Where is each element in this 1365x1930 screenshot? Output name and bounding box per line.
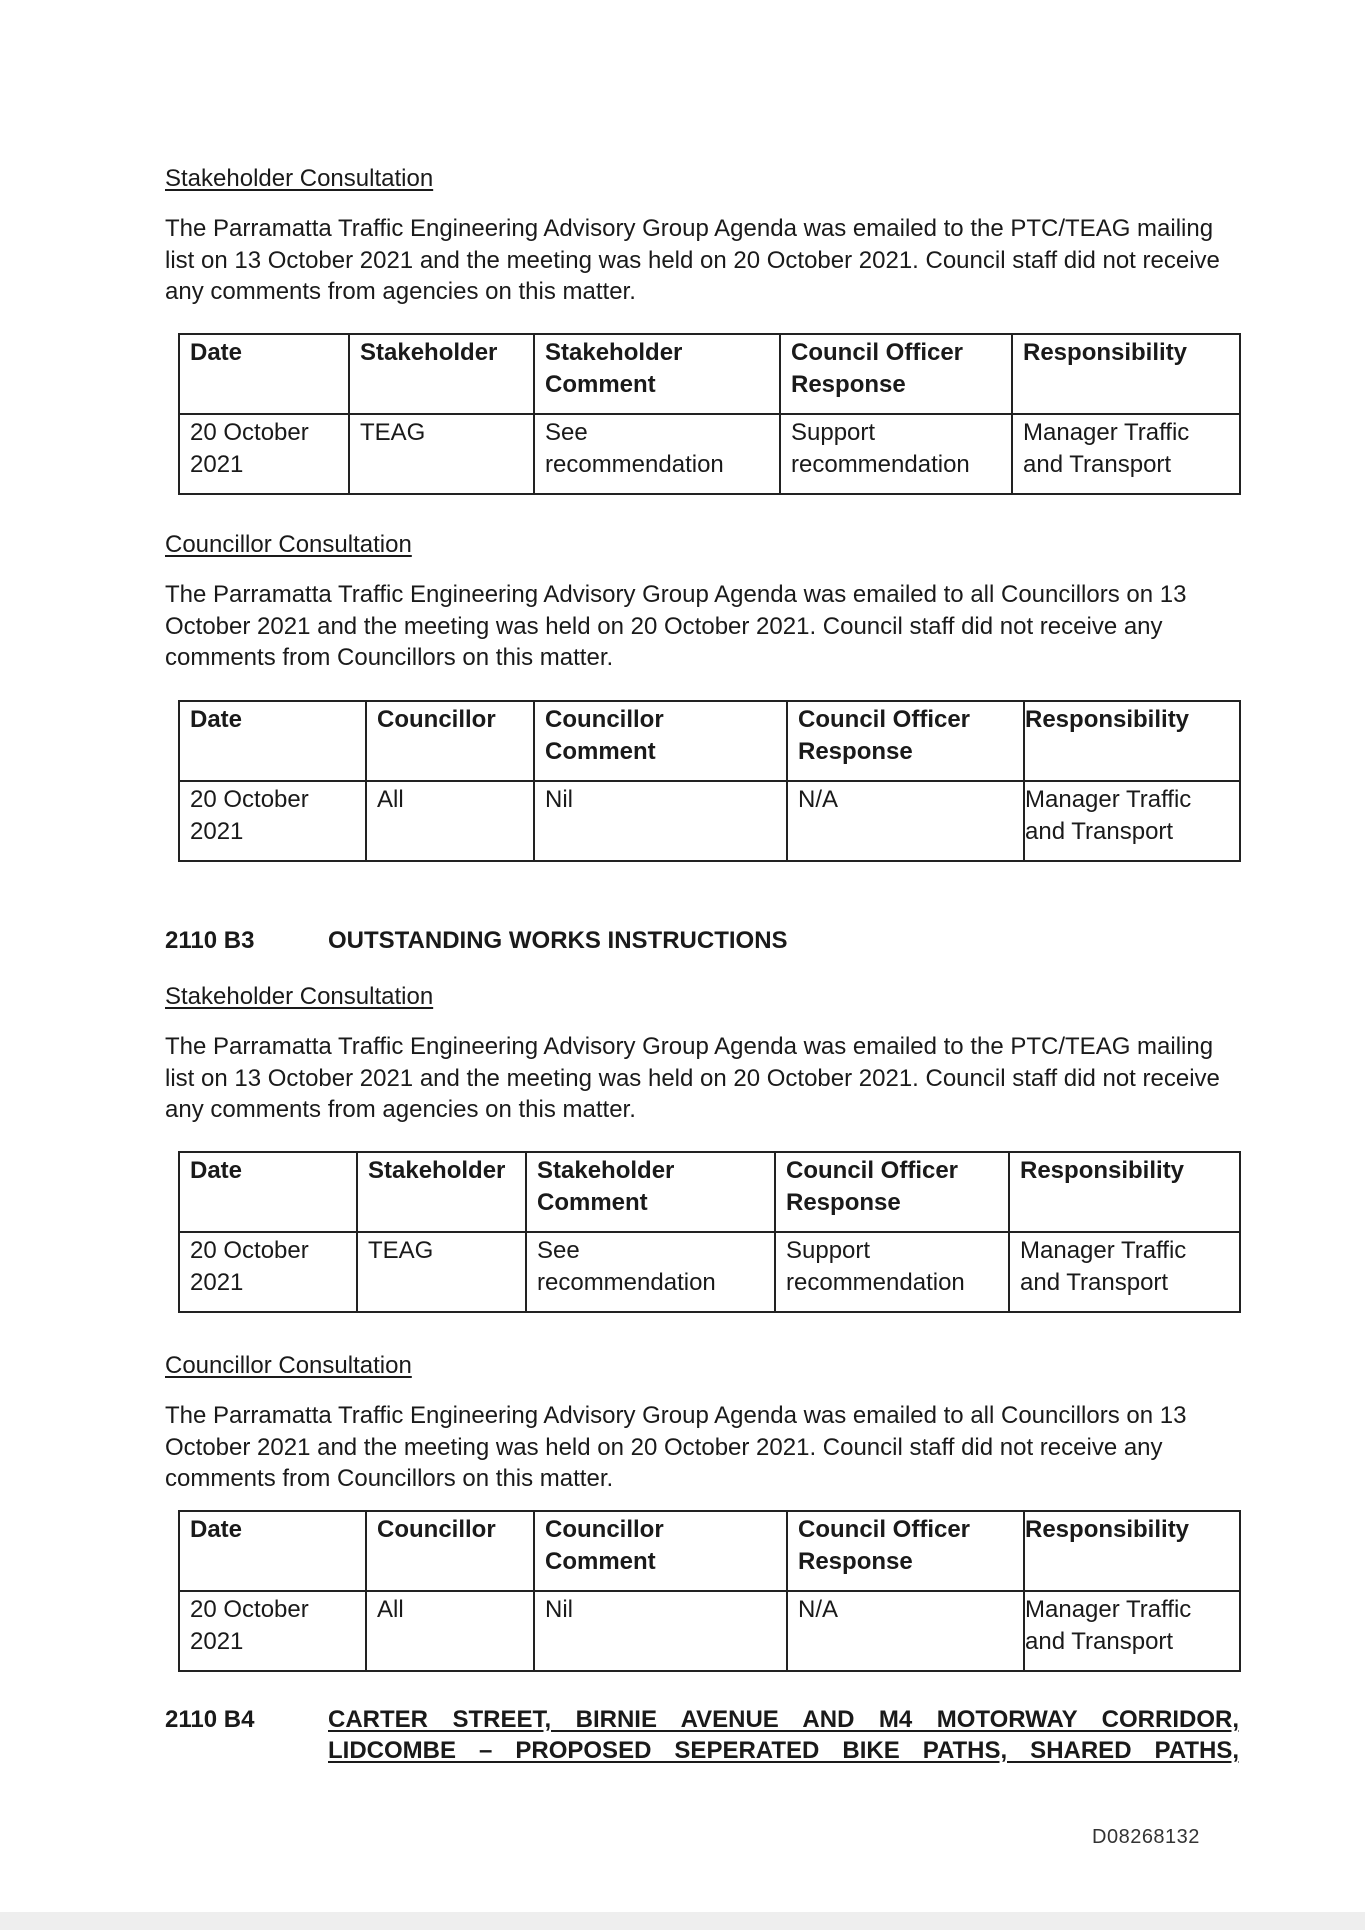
header-responsibility: Responsibility [1024,1511,1240,1591]
header-date: Date [179,334,349,414]
councillor-consultation-heading: Councillor Consultation [165,1352,412,1379]
cell-responsibility: Manager Traffic and Transport [1012,414,1240,494]
cell-response: Support recommendation [780,414,1012,494]
cell-councillor: All [366,781,534,861]
table-header-row [179,701,1240,781]
header-responsibility: Responsibility [1009,1152,1240,1232]
cell-response: N/A [787,781,1024,861]
header-date: Date [179,1511,366,1591]
header-stakeholder-comment: Stakeholder Comment [526,1152,775,1232]
item-title-b3: OUTSTANDING WORKS INSTRUCTIONS [328,927,788,954]
cell-response: N/A [787,1591,1024,1671]
header-councillor-comment: Councillor Comment [534,1511,787,1591]
councillor-table [178,1510,1241,1672]
item-number-b4: 2110 B4 [165,1706,255,1733]
cell-comment: See recommendation [526,1232,775,1312]
header-stakeholder: Stakeholder [357,1152,526,1232]
councillor-table [178,700,1241,862]
cell-responsibility: Manager Traffic and Transport [1024,1591,1240,1671]
stakeholder-consultation-heading: Stakeholder Consultation [165,165,434,192]
header-councillor: Councillor [366,701,534,781]
cell-date: 20 October 2021 [179,414,349,494]
header-council-officer-response: Council Officer Response [787,701,1024,781]
table-row [179,1591,1240,1671]
stakeholder-table [178,333,1241,495]
table-header-row [179,334,1240,414]
cell-councillor: All [366,1591,534,1671]
stakeholder-table [178,1151,1241,1313]
header-date: Date [179,701,366,781]
table-header-row [179,1511,1240,1591]
cell-comment: Nil [534,1591,787,1671]
header-stakeholder-comment: Stakeholder Comment [534,334,780,414]
stakeholder-consultation-paragraph: The Parramatta Traffic Engineering Advisory Group Agenda was emailed to the PTC/TEAG mailing list on 13 October 2021 and the meeting was held on 20 October 2021. Council staff did not receive any comments from agencies on this matter. [165,215,1220,305]
item-title-b4: CARTER STREET, BIRNIE AVENUE AND M4 MOTORWAY CORRIDOR, LIDCOMBE – PROPOSED SEPERATED BIKE PATHS, SHARED PATHS, [328,1706,1239,1764]
header-stakeholder: Stakeholder [349,334,534,414]
councillor-consultation-paragraph: The Parramatta Traffic Engineering Advisory Group Agenda was emailed to all Councillors on 13 October 2021 and the meeting was held on 20 October 2021. Council staff did not receive any comments from Councillors on this matter. [165,1402,1187,1492]
header-councillor: Councillor [366,1511,534,1591]
table-header-row [179,1152,1240,1232]
header-council-officer-response: Council Officer Response [780,334,1012,414]
header-date: Date [179,1152,357,1232]
item-number-b3: 2110 B3 [165,927,255,954]
cell-date: 20 October 2021 [179,1232,357,1312]
table-row [179,414,1240,494]
cell-date: 20 October 2021 [179,781,366,861]
councillor-consultation-heading: Councillor Consultation [165,531,412,558]
document-id: D08268132 [1092,1826,1200,1848]
header-responsibility: Responsibility [1012,334,1240,414]
header-council-officer-response: Council Officer Response [787,1511,1024,1591]
cell-response: Support recommendation [775,1232,1009,1312]
stakeholder-consultation-paragraph: The Parramatta Traffic Engineering Advisory Group Agenda was emailed to the PTC/TEAG mailing list on 13 October 2021 and the meeting was held on 20 October 2021. Council staff did not receive any comments from agencies on this matter. [165,1033,1220,1123]
cell-date: 20 October 2021 [179,1591,366,1671]
stakeholder-consultation-heading: Stakeholder Consultation [165,983,434,1010]
cell-responsibility: Manager Traffic and Transport [1024,781,1240,861]
cell-comment: See recommendation [534,414,780,494]
table-row [179,781,1240,861]
cell-stakeholder: TEAG [349,414,534,494]
councillor-consultation-paragraph: The Parramatta Traffic Engineering Advisory Group Agenda was emailed to all Councillors on 13 October 2021 and the meeting was held on 20 October 2021. Council staff did not receive any comments from Councillors on this matter. [165,581,1187,671]
header-councillor-comment: Councillor Comment [534,701,787,781]
header-responsibility: Responsibility [1024,701,1240,781]
page-bottom-edge [0,1912,1365,1930]
table-row [179,1232,1240,1312]
cell-comment: Nil [534,781,787,861]
cell-stakeholder: TEAG [357,1232,526,1312]
header-council-officer-response: Council Officer Response [775,1152,1009,1232]
cell-responsibility: Manager Traffic and Transport [1009,1232,1240,1312]
